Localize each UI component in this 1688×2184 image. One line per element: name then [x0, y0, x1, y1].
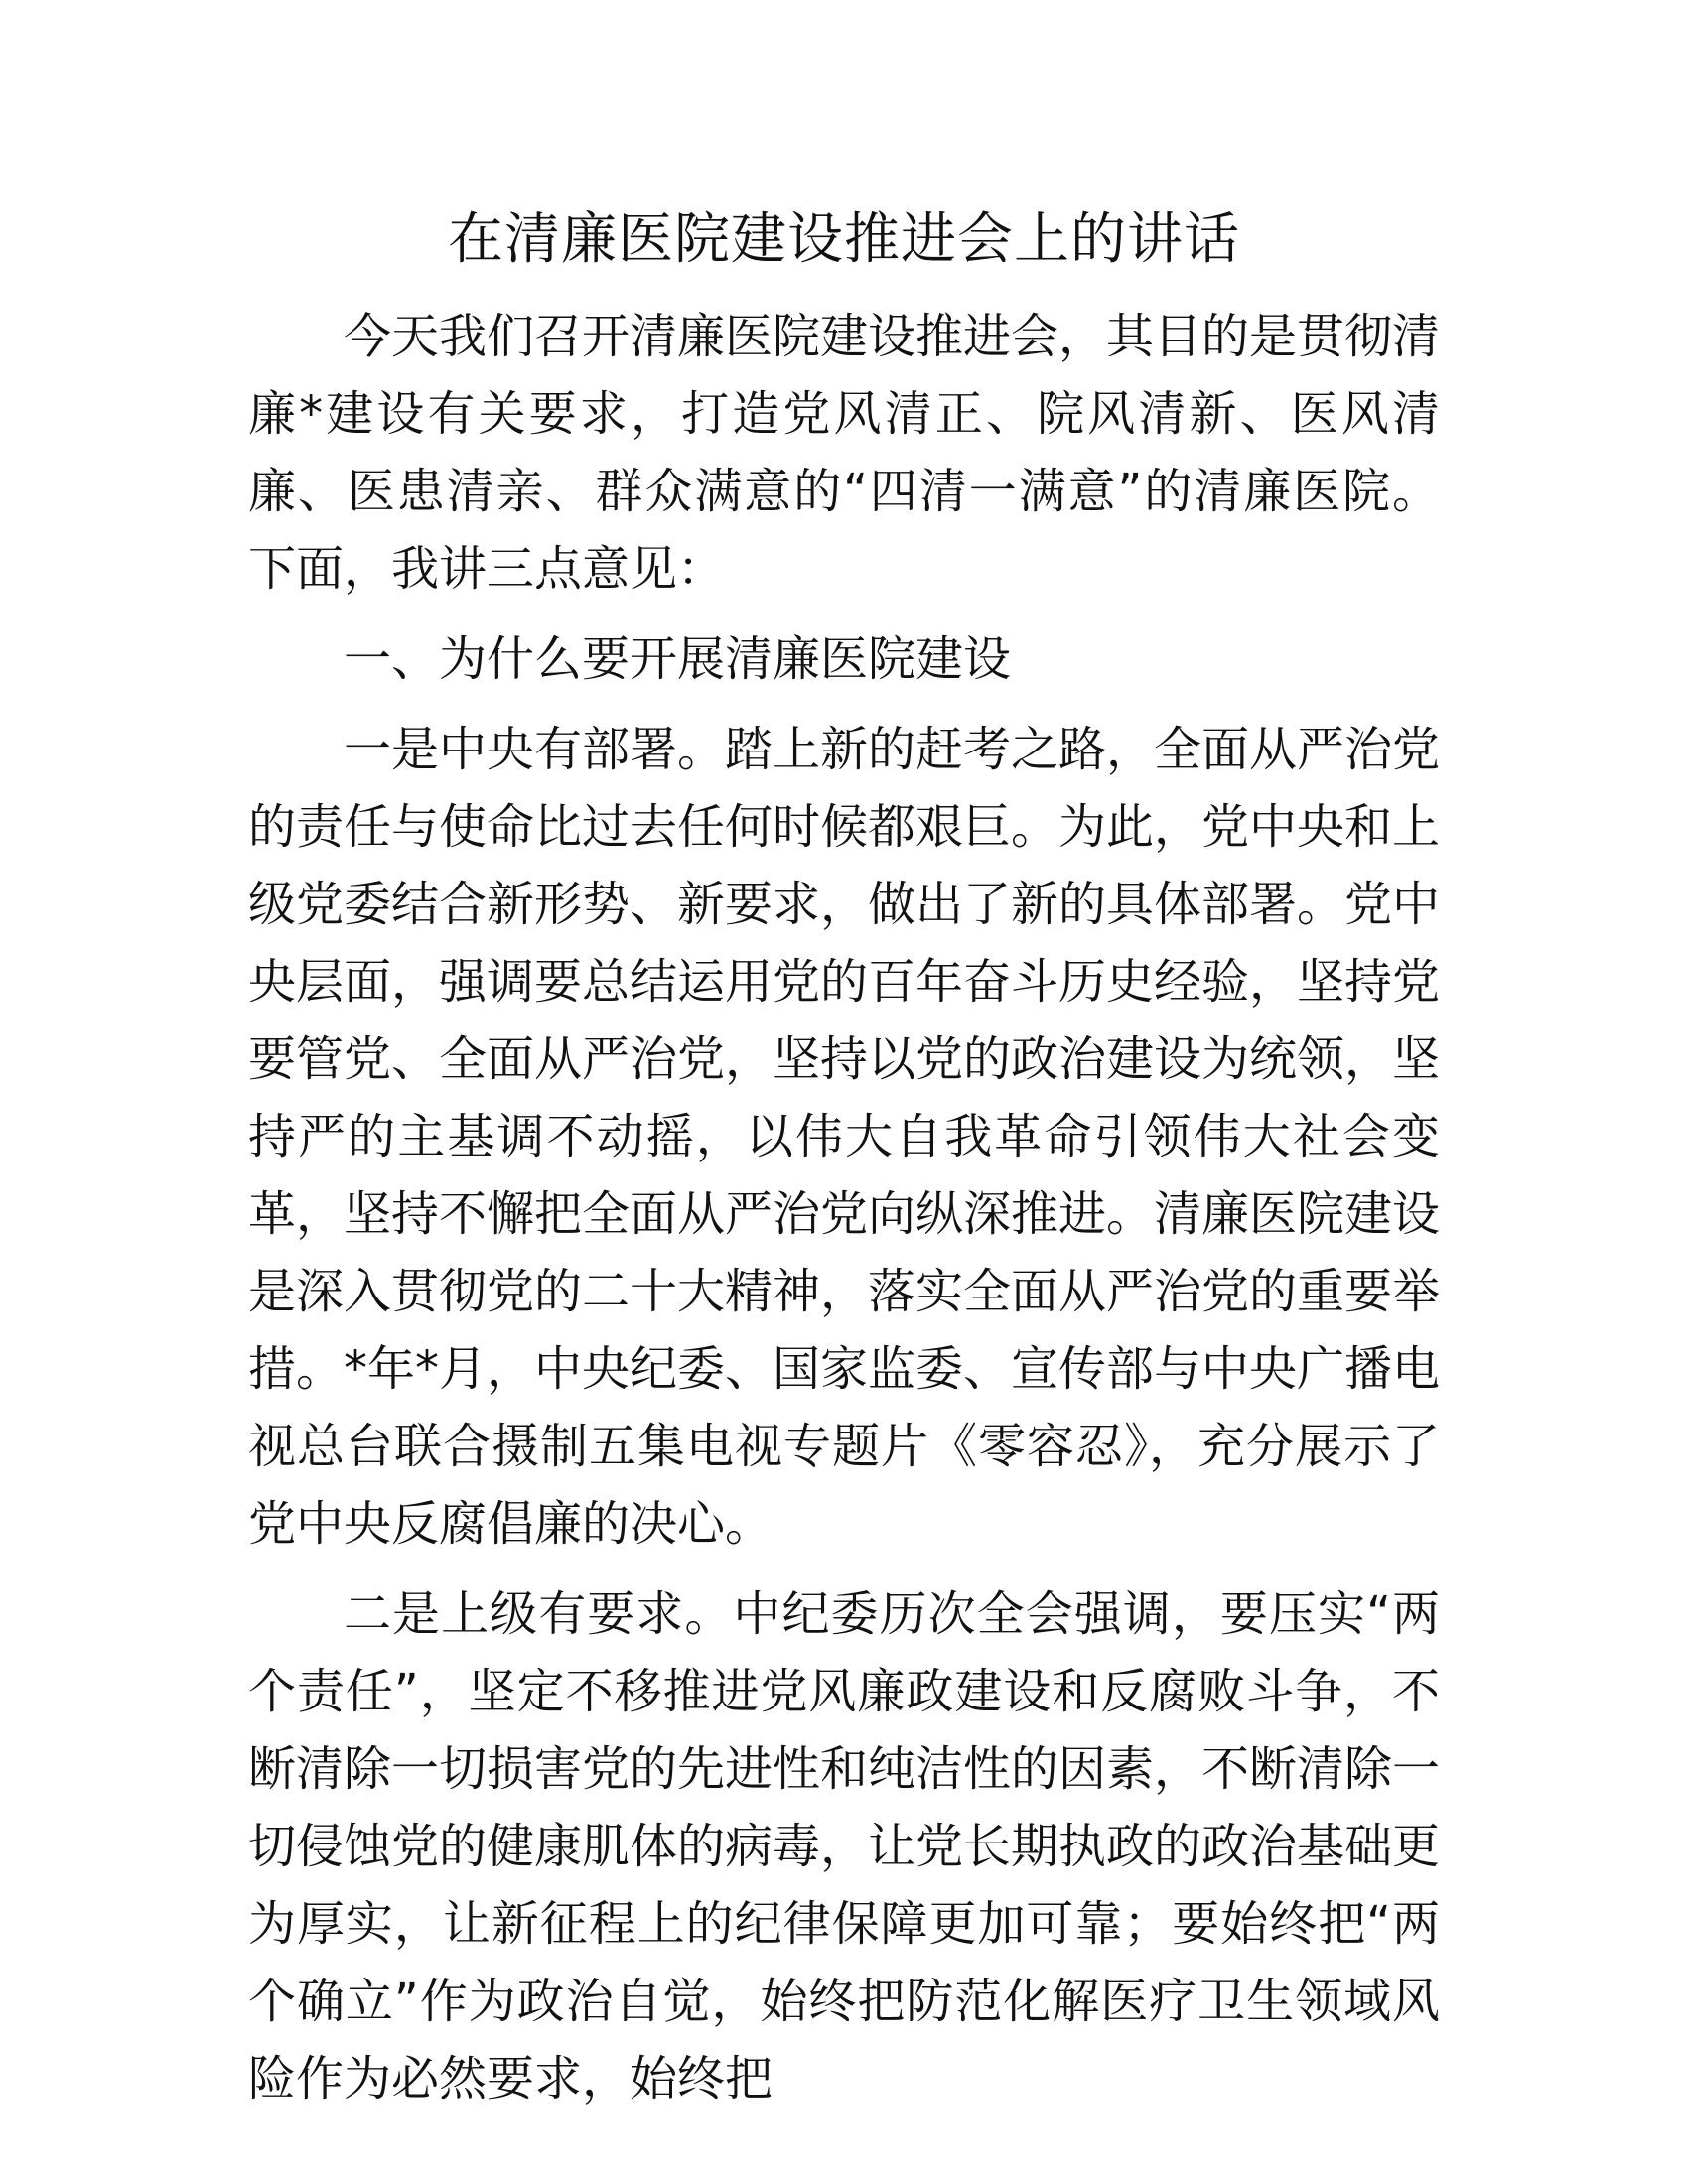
- paragraph-central-deployment: 一是中央有部署。踏上新的赶考之路，全面从严治党的责任与使命比过去任何时候都艰巨。为此，党中央和上级党委结合新形势、新要求，做出了新的具体部署。党中央层面，强调要总结运用党的百年奋斗历史经验，坚持党要管党、全面从严治党，坚持以党的政治建设为统领，坚持严的主基调不动摇，以伟大自我革命引领伟大社会变革，坚持不懈把全面从严治党向纵深推进。清廉医院建设是深入贯彻党的二十大精神，落实全面从严治党的重要举措。*年*月，中央纪委、国家监委、宣传部与中央广播电视总台联合摄制五集电视专题片《零容忍》，充分展示了党中央反腐倡廉的决心。: [248, 722, 1441, 1552]
- paragraph-superior-requirements: 二是上级有要求。中纪委历次全会强调，要压实“两个责任”，坚定不移推进党风廉政建设和反腐败斗争，不断清除一切损害党的先进性和纯洁性的因素，不断清除一切侵蚀党的健康肌体的病毒，让党长期执政的政治基础更为厚实，让新征程上的纪律保障更加可靠；要始终把“两个确立”作为政治自觉，始终把防范化解医疗卫生领域风险作为必然要求，始终把: [248, 1586, 1441, 2107]
- document-title: 在清廉医院建设推进会上的讲话: [448, 207, 1240, 272]
- intro-paragraph: 今天我们召开清廉医院建设推进会，其目的是贯彻清廉*建设有关要求，打造党风清正、院风清新、医风清廉、医患清亲、群众满意的“四清一满意”的清廉医院。下面，我讲三点意见：: [248, 309, 1441, 597]
- section-heading-1: 一、为什么要开展清廉医院建设: [344, 631, 1012, 687]
- document-body: [248, 199, 1440, 2130]
